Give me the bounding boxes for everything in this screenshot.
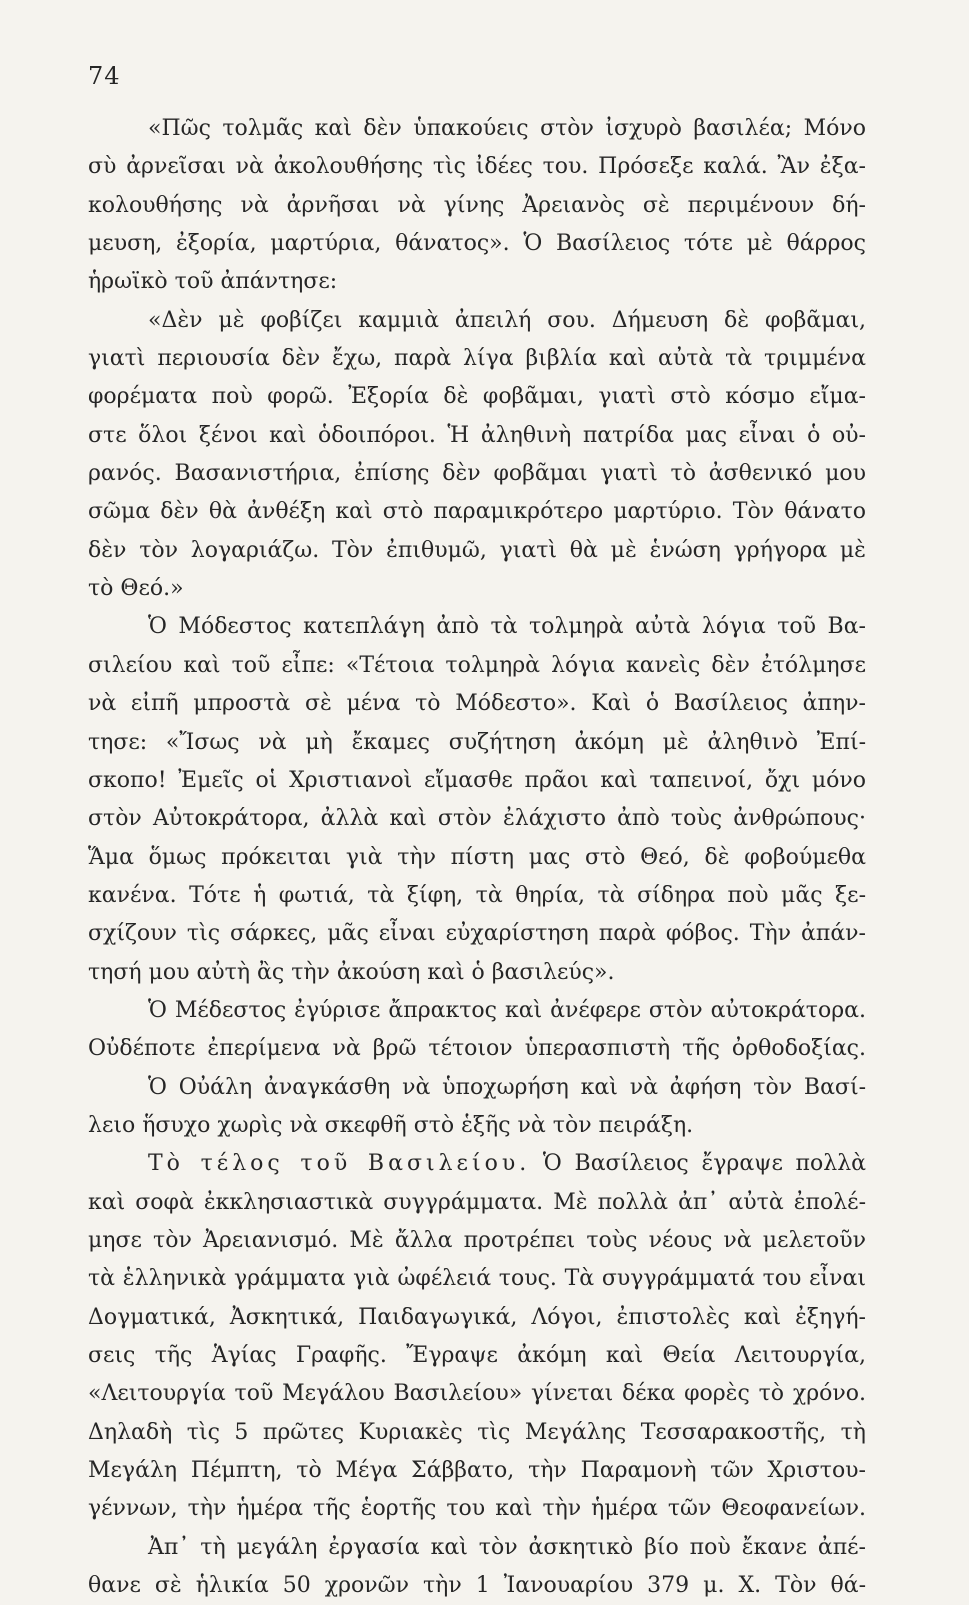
text-line: Δηλαδὴ τὶς 5 πρῶτες Κυριακὲς τὶς Μεγάλης Τεσσαρακοστῆς, τὴ xyxy=(88,1419,866,1445)
text-line: τησή μου αὐτὴ ἂς τὴν ἀκούση καὶ ὁ βασιλεύς». xyxy=(88,959,615,985)
text-line: ρανός. Βασανιστήρια, ἐπίσης δὲν φοβᾶμαι γιατὶ τὸ ἀσθενικό μου xyxy=(88,461,866,487)
text-line: λειο ἥσυχο χωρὶς νὰ σκεφθῆ στὸ ἑξῆς νὰ τὸν πειράξη. xyxy=(88,1112,694,1138)
text-line: μησε τὸν Ἀρειανισμό. Μὲ ἄλλα προτρέπει τοὺς νέους νὰ μελετοῦν xyxy=(88,1227,866,1253)
text-line: κολουθήσης νὰ ἀρνῆσαι νὰ γίνης Ἀρειανὸς σὲ περιμένουν δή- xyxy=(88,192,866,218)
text-line: μευση, ἐξορία, μαρτύρια, θάνατος». Ὁ Βασίλειος τότε μὲ θάρρος xyxy=(88,231,866,257)
text-line: φορέματα ποὺ φορῶ. Ἐξορία δὲ φοβᾶμαι, γιατὶ στὸ κόσμο εἴμα- xyxy=(88,384,866,410)
text-line: σκοπο! Ἐμεῖς οἱ Χριστιανοὶ εἴμασθε πρᾶοι καὶ ταπεινοί, ὄχι μόνο xyxy=(88,767,866,793)
section-heading: Τὸ τέλος τοῦ Βασιλείου. xyxy=(148,1151,531,1177)
body-text xyxy=(88,110,866,1605)
text-line: σὺ ἀρνεῖσαι νὰ ἀκολουθήσης τὶς ἰδέες του. Πρόσεξε καλά. Ἂν ἐξα- xyxy=(88,154,866,180)
text-line: σεις τῆς Ἁγίας Γραφῆς. Ἔγραψε ἀκόμη καὶ Θεία Λειτουργία, xyxy=(88,1343,866,1368)
text-line: γέννων, τὴν ἡμέρα τῆς ἑορτῆς του καὶ τὴν ἡμέρα τῶν Θεοφανείων. xyxy=(88,1496,866,1522)
text-line: σιλείου καὶ τοῦ εἶπε: «Τέτοια τολμηρὰ λόγια κανεὶς δὲν ἐτόλμησε xyxy=(88,652,866,678)
text-line: δὲν τὸν λογαριάζω. Τὸν ἐπιθυμῶ, γιατὶ θὰ μὲ ἑνώση γρήγορα μὲ xyxy=(88,537,866,563)
text-line: καὶ σοφὰ ἐκκλησιαστικὰ συγγράμματα. Μὲ πολλὰ ἀπ᾽ αὐτὰ ἐπολέ- xyxy=(88,1189,866,1215)
text-line: τὰ ἑλληνικὰ γράμματα γιὰ ὠφέλειά τους. Τὰ συγγράμματά του εἶναι xyxy=(88,1266,866,1292)
text-line: στὸν Αὐτοκράτορα, ἀλλὰ καὶ στὸν ἐλάχιστο ἀπὸ τοὺς ἀνθρώπους· xyxy=(88,806,866,832)
text-line: Τὸ τέλος τοῦ Βασιλείου. Ὁ Βασίλειος ἔγραψε πολλὰ xyxy=(148,1151,867,1177)
text-line: σῶμα δὲν θὰ ἀνθέξη καὶ στὸ παραμικρότερο μαρτύριο. Τὸν θάνατο xyxy=(88,499,866,525)
text-line: Μεγάλη Πέμπτη, τὸ Μέγα Σάββατο, τὴν Παραμονὴ τῶν Χριστου- xyxy=(88,1458,866,1484)
text-line: Ὁ Μόδεστος κατεπλάγη ἀπὸ τὰ τολμηρὰ αὐτὰ λόγια τοῦ Βα- xyxy=(148,614,866,640)
text-line: κανένα. Τότε ἡ φωτιά, τὰ ξίφη, τὰ θηρία, τὰ σίδηρα ποὺ μᾶς ξε- xyxy=(88,882,866,908)
text-line: στε ὅλοι ξένοι καὶ ὁδοιπόροι. Ἡ ἀληθινὴ πατρίδα μας εἶναι ὁ οὐ- xyxy=(88,422,866,448)
text-line: Ἀπ᾽ τὴ μεγάλη ἐργασία καὶ τὸν ἀσκητικὸ βίο ποὺ ἔκανε ἀπέ- xyxy=(148,1534,866,1560)
text-line: σχίζουν τὶς σάρκες, μᾶς εἶναι εὐχαρίστηση παρὰ φόβος. Τὴν ἀπάν- xyxy=(88,921,866,947)
text-line: «Δὲν μὲ φοβίζει καμμιὰ ἀπειλή σου. Δήμευση δὲ φοβᾶμαι, xyxy=(148,307,866,333)
text-line: Ὁ Μέδεστος ἐγύρισε ἄπρακτος καὶ ἀνέφερε στὸν αὐτοκράτορα. xyxy=(148,997,866,1023)
text-line: «Πῶς τολμᾶς καὶ δὲν ὑπακούεις στὸν ἰσχυρὸ βασιλέα; Μόνο xyxy=(148,116,866,141)
text-line: θανε σὲ ἡλικία 50 χρονῶν τὴν 1 Ἰανουαρίου 379 μ. Χ. Τὸν θά- xyxy=(88,1573,866,1599)
text-line: γιατὶ περιουσία δὲν ἔχω, παρὰ λίγα βιβλία καὶ αὐτὰ τὰ τριμμένα xyxy=(88,346,866,372)
text-line: «Λειτουργία τοῦ Μεγάλου Βασιλείου» γίνεται δέκα φορὲς τὸ χρόνο. xyxy=(88,1381,866,1407)
page-number: 74 xyxy=(88,62,121,90)
text-line: Δογματικά, Ἀσκητικά, Παιδαγωγικά, Λόγοι, ἐπιστολὲς καὶ ἐξηγή- xyxy=(88,1304,866,1330)
text-line: Ἅμα ὅμως πρόκειται γιὰ τὴν πίστη μας στὸ Θεό, δὲ φοβούμεθα xyxy=(88,844,866,870)
text-line: Ὁ Οὐάλη ἀναγκάσθη νὰ ὑποχωρήση καὶ νὰ ἀφήση τὸν Βασί- xyxy=(148,1074,866,1100)
text-line: ἡρωϊκὸ τοῦ ἀπάντησε: xyxy=(88,269,338,295)
text-line: Οὐδέποτε ἐπερίμενα νὰ βρῶ τέτοιον ὑπερασπιστὴ τῆς ὀρθοδοξίας. xyxy=(88,1036,866,1062)
text-line: νὰ εἰπῆ μπροστὰ σὲ μένα τὸ Μόδεστο». Καὶ ὁ Βασίλειος ἀπην- xyxy=(88,691,866,717)
text-line: τὸ Θεό.» xyxy=(88,576,184,602)
text-line: τησε: «Ἴσως νὰ μὴ ἔκαμες συζήτηση ἀκόμη μὲ ἀληθινὸ Ἐπί- xyxy=(88,729,866,755)
